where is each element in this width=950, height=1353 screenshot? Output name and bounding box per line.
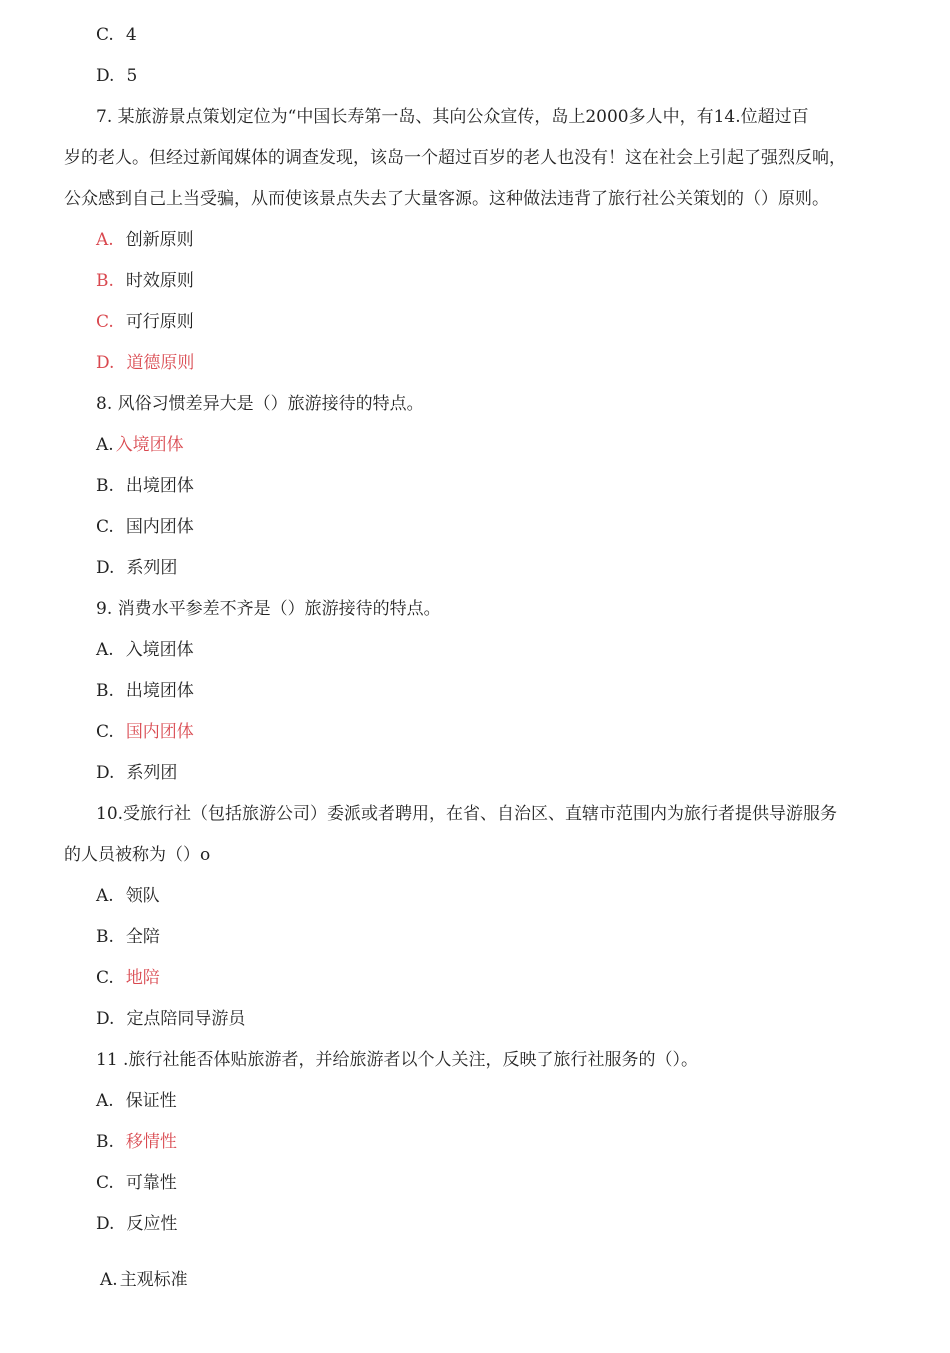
option-label: C. — [96, 25, 114, 45]
answer-option — [96, 557, 177, 579]
answer-option — [96, 680, 194, 702]
option-label: D. — [96, 1009, 115, 1029]
answer-option — [96, 639, 194, 661]
option-text: 入境团体 — [125, 640, 194, 660]
option-text: 国内团体 — [125, 517, 194, 537]
question-text: 9. 消费水平参差不齐是（）旅游接待的特点。 — [96, 599, 441, 619]
answer-option — [96, 475, 194, 497]
answer-option — [96, 229, 194, 251]
option-label: C. — [96, 1173, 114, 1193]
answer-option — [96, 1172, 177, 1194]
option-text: 出境团体 — [125, 681, 194, 701]
answer-option — [96, 885, 160, 907]
option-label: A. — [96, 886, 114, 906]
answer-option — [96, 65, 137, 87]
option-text: 保证性 — [125, 1091, 177, 1111]
option-text: 创新原则 — [125, 230, 194, 250]
option-text: 主观标准 — [119, 1270, 188, 1290]
option-label: A. — [96, 435, 114, 455]
option-text: 领队 — [125, 886, 160, 906]
option-label: A. — [100, 1270, 118, 1290]
option-label: C. — [96, 722, 114, 742]
option-text: 移情性 — [125, 1132, 177, 1152]
option-text: 定点陪同导游员 — [126, 1009, 246, 1029]
question-text-continued: 岁的老人。但经过新闻媒体的调查发现，该岛一个超过百岁的老人也没有！这在社会上引起了强烈反响， — [64, 148, 846, 168]
option-text: 地陪 — [125, 968, 160, 988]
question-text: 11 .旅行社能否体贴旅游者，并给旅游者以个人关注，反映了旅行社服务的（）。 — [96, 1050, 698, 1070]
option-text: 4 — [125, 25, 137, 45]
option-label: B. — [96, 271, 114, 291]
answer-option — [96, 721, 194, 743]
option-text: 系列团 — [126, 763, 178, 783]
option-text: 出境团体 — [125, 476, 194, 496]
answer-option — [96, 926, 160, 948]
option-label: D. — [96, 763, 115, 783]
answer-option — [96, 434, 184, 456]
option-label: D. — [96, 353, 115, 373]
option-text: 国内团体 — [125, 722, 194, 742]
answer-option — [96, 967, 160, 989]
option-text: 5 — [126, 66, 138, 86]
answer-option — [96, 762, 177, 784]
answer-option — [96, 24, 137, 46]
answer-option — [96, 311, 194, 333]
option-label: D. — [96, 558, 115, 578]
question-text-continued: 公众感到自己上当受骗，从而使该景点失去了大量客源。这种做法违背了旅行社公关策划的（）原则。 — [64, 189, 829, 209]
option-label: D. — [96, 1214, 115, 1234]
option-label: A. — [96, 230, 114, 250]
option-text: 全陪 — [125, 927, 160, 947]
answer-option — [96, 352, 194, 374]
question-text: 10.受旅行社（包括旅游公司）委派或者聘用，在省、自治区、直辖市范围内为旅行者提供导游服务 — [96, 804, 838, 824]
option-label: B. — [96, 681, 114, 701]
option-text: 时效原则 — [125, 271, 194, 291]
answer-option — [100, 1269, 188, 1291]
option-label: B. — [96, 1132, 114, 1152]
option-text: 系列团 — [126, 558, 178, 578]
option-label: A. — [96, 1091, 114, 1111]
option-label: B. — [96, 927, 114, 947]
option-label: C. — [96, 517, 114, 537]
option-label: D. — [96, 66, 115, 86]
option-label: C. — [96, 968, 114, 988]
answer-option — [96, 1008, 245, 1030]
option-text: 可行原则 — [125, 312, 194, 332]
option-label: A. — [96, 640, 114, 660]
question-text-continued: 的人员被称为（）o — [64, 845, 211, 865]
question-text: 8. 风俗习惯差异大是（）旅游接待的特点。 — [96, 394, 424, 414]
answer-option — [96, 270, 194, 292]
answer-option — [96, 1090, 177, 1112]
option-text: 反应性 — [126, 1214, 178, 1234]
option-label: C. — [96, 312, 114, 332]
answer-option — [96, 1131, 177, 1153]
option-text: 入境团体 — [115, 435, 184, 455]
question-text: 7. 某旅游景点策划定位为“中国长寿第一岛、其向公众宣传，岛上2000多人中，有14.位超过百 — [96, 107, 809, 127]
answer-option — [96, 1213, 177, 1235]
option-text: 可靠性 — [125, 1173, 177, 1193]
option-label: B. — [96, 476, 114, 496]
option-text: 道德原则 — [126, 353, 195, 373]
answer-option — [96, 516, 194, 538]
